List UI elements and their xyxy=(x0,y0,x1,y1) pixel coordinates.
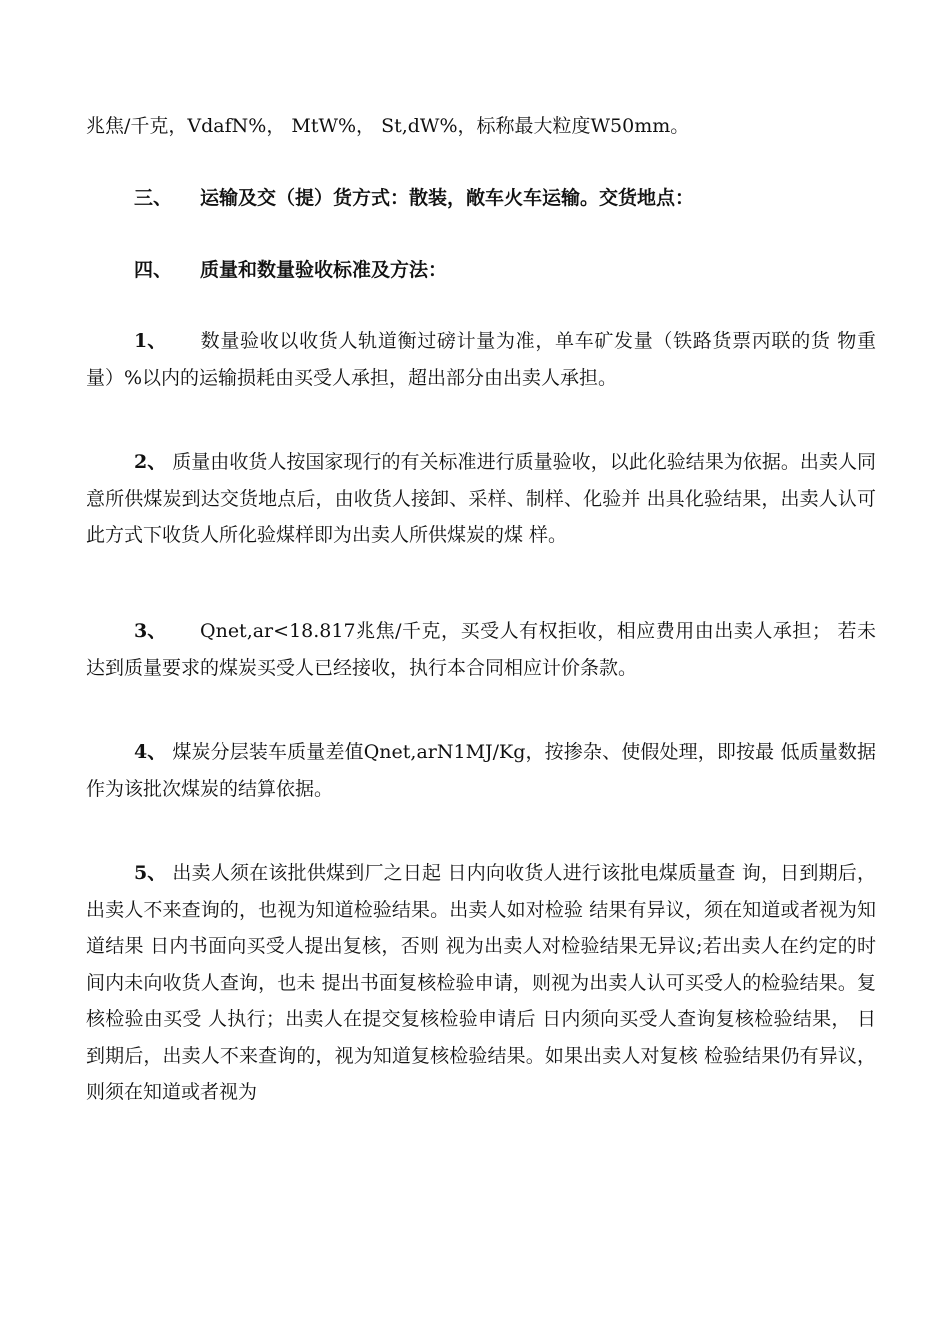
section-heading-text: 运输及交（提）货方式：散装，敞车火车运输。交货地点： xyxy=(200,187,695,209)
item-number: 5、 xyxy=(134,862,167,884)
section-heading-text: 质量和数量验收标准及方法： xyxy=(200,259,448,281)
item-paragraph-3 xyxy=(86,613,876,686)
item-number: 1、 xyxy=(134,330,167,352)
item-paragraph-2 xyxy=(86,444,876,554)
section-number: 三、 xyxy=(134,187,173,209)
item-paragraph-1 xyxy=(86,323,876,396)
item-number: 2、 xyxy=(134,451,167,473)
item-text: 煤炭分层装车质量差值Qnet,arN1MJ/Kg，按掺杂、使假处理，即按最 低质量数据作为该批次煤炭的结算依据。 xyxy=(86,741,876,800)
item-text: Qnet,ar<18.817兆焦/千克，买受人有权拒收，相应费用由出卖人承担； 若未达到质量要求的煤炭买受人已经接收，执行本合同相应计价条款。 xyxy=(86,620,876,679)
item-text: 出卖人须在该批供煤到厂之日起 日内向收货人进行该批电煤质量查 询，日到期后，出卖人不来查询的，也视为知道检验结果。出卖人如对检验 结果有异议，须在知道或者视为知道结果 日内书面向买受人提出复核，否则 视为出卖人对检验结果无异议;若出卖人在约定的时间内未向收货人查询，也未 提出书面复核检验申请，则视为出卖人认可买受人的检验结果。复核检验由买受 人执行；出卖人在提交复核检验申请后 日内须向买受人查询复核检验结果， 日到期后，出卖人不来查询的，视为知道复核检验结果。如果出卖人对复核 检验结果仍有异议，则须在知道或者视为 xyxy=(86,862,876,1103)
item-text: 质量由收货人按国家现行的有关标准进行质量验收，以此化验结果为依据。出卖人同意所供煤炭到达交货地点后，由收货人接卸、采样、制样、化验并 出具化验结果，出卖人认可此方式下收货人所化验煤样即为出卖人所供煤炭的煤 样。 xyxy=(86,451,876,546)
item-paragraph-5 xyxy=(86,855,876,1111)
paragraph-text: 兆焦/千克，VdafN%， MtW%， St,dW%，标称最大粒度W50mm。 xyxy=(86,115,690,137)
section-heading-3 xyxy=(86,180,876,217)
section-heading-4 xyxy=(86,252,876,289)
section-number: 四、 xyxy=(134,259,173,281)
item-number: 3、 xyxy=(134,620,167,642)
paragraph-continuation xyxy=(86,108,876,145)
item-number: 4、 xyxy=(134,741,167,763)
item-text: 数量验收以收货人轨道衡过磅计量为准，单车矿发量（铁路货票丙联的货 物重量）%以内的运输损耗由买受人承担，超出部分由出卖人承担。 xyxy=(86,330,876,389)
item-paragraph-4 xyxy=(86,734,876,807)
